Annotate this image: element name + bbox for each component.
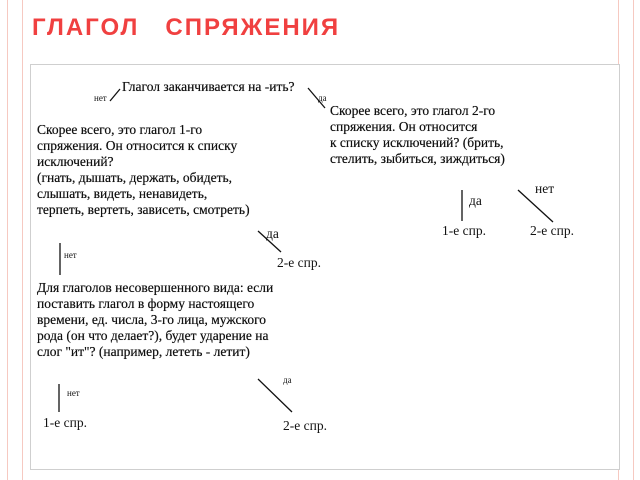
label-q1-no: нет (94, 93, 107, 103)
label-left-yes: да (266, 226, 279, 241)
page-title: ГЛАГОЛ СПРЯЖЕНИЯ (32, 14, 341, 41)
stress-question-box: Для глаголов несовершенного вида: если поставить глагол в форму настоящего времени, ед. числа, 3-го лица, мужского рода (он что делает?), будет ударение на слог "ит"? (например, лететь - летит) (37, 280, 274, 359)
result-q3-2nd: 2-е спр. (283, 418, 327, 433)
result-q3-1st: 1-е спр. (43, 415, 87, 430)
result-left-2nd: 2-е спр. (277, 255, 321, 270)
label-right-yes: да (469, 193, 482, 208)
connector-q1-no (110, 89, 120, 101)
label-q1-yes: да (318, 93, 327, 103)
label-q3-no: нет (67, 388, 80, 398)
label-left-no: нет (64, 250, 77, 260)
left-question-box: Скорее всего, это глагол 1-го спряжения. Он относится к списку исключений? (гнать, дышать, держать, обидеть, слышать, видеть, ненавидеть, терпеть, вертеть, зависеть, смотреть) (37, 122, 250, 217)
right-question-box: Скорее всего, это глагол 2-го спряжения. Он относится к списку исключений? (брить, стелить, зыбиться, зиждиться) (330, 103, 505, 166)
result-right-1st: 1-е спр. (442, 223, 486, 238)
label-right-no: нет (535, 181, 555, 196)
question-ends-in-it: Глагол заканчивается на -ить? (122, 79, 295, 94)
result-right-2nd: 2-е спр. (530, 223, 574, 238)
label-q3-yes: да (283, 375, 292, 385)
